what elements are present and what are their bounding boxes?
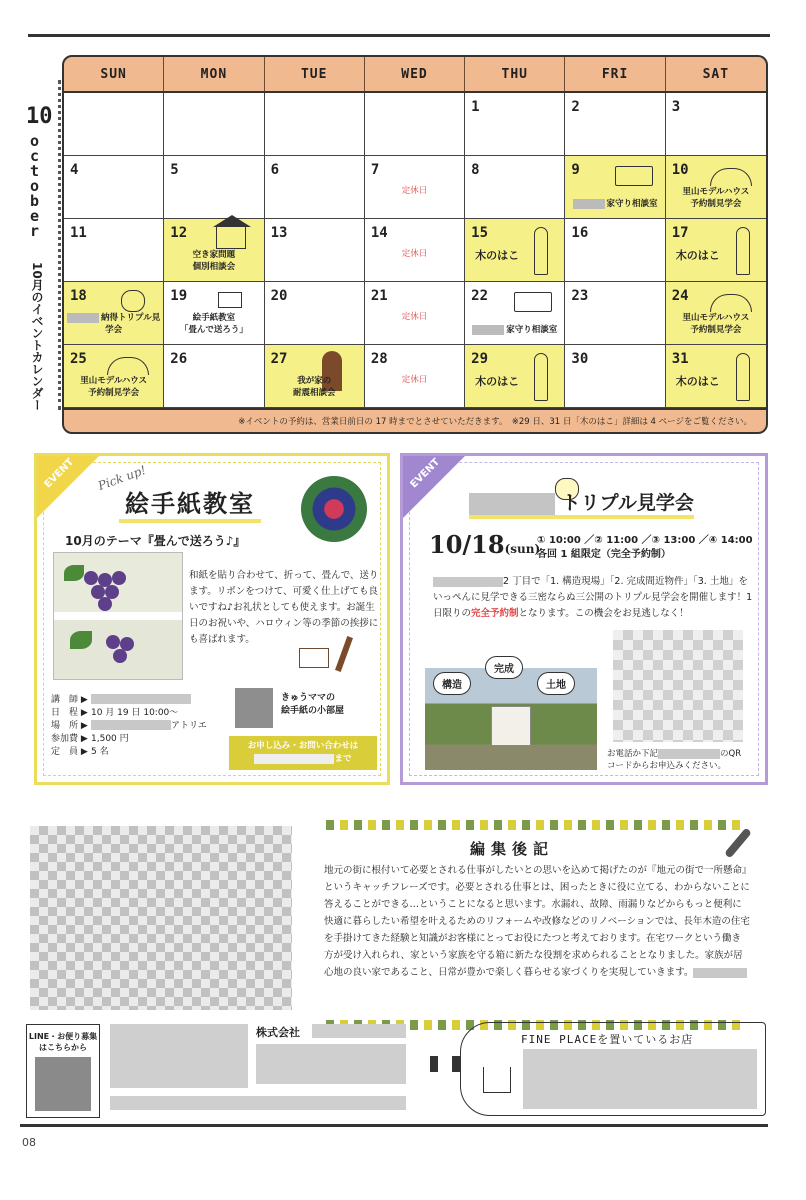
kitchen-icon bbox=[615, 166, 653, 186]
event-title: 絵手紙教室 bbox=[119, 484, 261, 523]
day-17: 17 木のはこ bbox=[666, 219, 766, 282]
qr-code[interactable] bbox=[235, 688, 273, 728]
day-24: 24 里山モデルハウス 予約制見学会 bbox=[666, 282, 766, 345]
event-times: ① 10:00 ／② 11:00 ／③ 13:00 ／④ 14:00 各回 1 組限定（完全予約制） bbox=[537, 535, 753, 560]
day-2: 2 bbox=[565, 93, 665, 156]
event-description: 2 丁目で「1. 構造現場」「2. 完成間近物件」「3. 土地」をいっぺんに見学できる三密ならぬ三公開のトリプル見学会を開催します！1 日限りの完全予約制となります。この機会をお見逃しなく！ bbox=[433, 576, 753, 619]
kinohako-label: 木のはこ bbox=[675, 249, 720, 262]
weekday-sat: SAT bbox=[702, 66, 730, 82]
event-label: 里山モデルハウス 予約制見学会 bbox=[80, 376, 147, 398]
day-21: 21 定休日 bbox=[365, 282, 465, 345]
day-empty bbox=[365, 93, 465, 156]
day-30: 30 bbox=[565, 345, 665, 408]
event-label: 空き家問題 個別相談会 bbox=[192, 250, 236, 272]
day-empty bbox=[164, 93, 264, 156]
kinohako-label: 木のはこ bbox=[475, 249, 520, 262]
line-qr-box bbox=[26, 1024, 100, 1118]
day-20: 20 bbox=[265, 282, 365, 345]
decorative-border bbox=[326, 820, 746, 830]
calendar-month-english: october bbox=[30, 132, 40, 240]
shop-list bbox=[523, 1049, 757, 1109]
event-card-triple-tour bbox=[400, 453, 768, 785]
day-3: 3 bbox=[666, 93, 766, 156]
pickup-label: Pick up! bbox=[96, 462, 148, 494]
day-4: 4 bbox=[64, 156, 164, 219]
event-title: トリプル見学会 bbox=[469, 488, 694, 519]
house-icon bbox=[216, 227, 246, 249]
day-1: 1 bbox=[465, 93, 565, 156]
event-description: 和紙を貼り合わせて、折って、畳んで、送ります。リボンをつけて、可愛く仕上げても良いですね♪お礼状としても使えます。お誕生日のお祝いや、ハロウィン等の季節の挨拶にも喜ばれます。 bbox=[189, 570, 379, 645]
blog-label: きゅうママの 絵手紙の小部屋 bbox=[281, 693, 345, 716]
company-logo bbox=[110, 1024, 248, 1088]
day-15: 15 木のはこ bbox=[465, 219, 565, 282]
calendar-weekday-header bbox=[62, 55, 768, 93]
area-map-image bbox=[30, 826, 292, 1010]
day-16: 16 bbox=[565, 219, 665, 282]
tree-icon bbox=[534, 227, 548, 275]
weekday-thu: THU bbox=[465, 57, 565, 91]
day-31: 31 木のはこ bbox=[666, 345, 766, 408]
day-19: 19 絵手紙教室 「畳んで送ろう」 bbox=[164, 282, 264, 345]
kinohako-label: 木のはこ bbox=[675, 375, 720, 388]
day-12: 12 空き家問題 個別相談会 bbox=[164, 219, 264, 282]
weekday-wed: WED bbox=[365, 57, 465, 91]
event-tag-label: EVENT bbox=[42, 456, 77, 491]
page-number: 08 bbox=[22, 1136, 36, 1149]
event-label: 納得トリプル見学会 bbox=[64, 312, 163, 336]
event-label: 家守り相談室 bbox=[465, 324, 564, 336]
weekday-fri: FRI bbox=[565, 57, 665, 91]
tree-icon bbox=[534, 353, 548, 401]
holiday-label: 定休日 bbox=[401, 312, 428, 322]
day-11: 11 bbox=[64, 219, 164, 282]
day-7: 7 定休日 bbox=[365, 156, 465, 219]
event-card-etegami bbox=[34, 453, 390, 785]
day-13: 13 bbox=[265, 219, 365, 282]
day-18: 18 納得トリプル見学会 bbox=[64, 282, 164, 345]
holiday-label: 定休日 bbox=[401, 249, 428, 259]
day-29: 29 木のはこ bbox=[465, 345, 565, 408]
etegami-sample-photo bbox=[53, 552, 183, 680]
day-10: 10 里山モデルハウス 予約制見学会 bbox=[666, 156, 766, 219]
holiday-label: 定休日 bbox=[401, 186, 428, 196]
day-22: 22 家守り相談室 bbox=[465, 282, 565, 345]
calendar-grid bbox=[62, 93, 768, 408]
day-26: 26 bbox=[164, 345, 264, 408]
top-rule bbox=[28, 34, 770, 37]
editorial-body: 地元の街に根付いて必要とされる仕事がしたいとの思いを込めて掲げたのが『地元の街で一所懸命』というキャッチフレーズです。必要とされる仕事とは、困ったときに役に立てる、わからないことに答えることができる…ということになると思います。水漏れ、故障、雨漏りなどからもっと便利に快適に暮らしたい希望を叶えるためのリフォームや改修などのリノベーションでは、長年木造の住宅を手掛けてきた経験と知識がお客様にとってお役にたつと考えております。在宅ワークという働き方が受け入れられ、家という家族を守る箱に新たな役割を求められることとなりました。家族が居心地の良い家であること、日常が豊かで楽しく暮らせる家づくりを実現していきます。 bbox=[324, 865, 750, 978]
event-calendar bbox=[62, 55, 768, 434]
day-25: 25 里山モデルハウス 予約制見学会 bbox=[64, 345, 164, 408]
envelope-icon bbox=[299, 648, 329, 668]
shop-list-title: FINE PLACEを置いているお店 bbox=[521, 1033, 694, 1046]
editorial-title: 編集後記 bbox=[470, 840, 555, 858]
company-info bbox=[256, 1044, 406, 1084]
bubble-land: 土地 bbox=[537, 672, 575, 695]
bubble-complete: 完成 bbox=[485, 656, 523, 679]
weekday-tue: TUE bbox=[265, 57, 365, 91]
tree-icon bbox=[736, 353, 750, 401]
calendar-month-number: 10 bbox=[26, 104, 53, 129]
event-label: 里山モデルハウス 予約制見学会 bbox=[682, 187, 750, 209]
ribbon-icon bbox=[430, 1056, 460, 1072]
event-date: 10/18(sun) bbox=[429, 530, 541, 559]
weekday-sun: SUN bbox=[64, 57, 164, 91]
cat-icon bbox=[121, 290, 145, 312]
company-info bbox=[312, 1024, 406, 1038]
contact-note: お電話か下記 のQR コードからお申込みください。 bbox=[607, 749, 742, 771]
etegami-artwork-image bbox=[301, 476, 367, 542]
company-name: 株式会社 bbox=[256, 1026, 300, 1039]
day-empty bbox=[64, 93, 164, 156]
hill-icon bbox=[710, 294, 752, 312]
event-tag-label: EVENT bbox=[408, 456, 443, 491]
apply-contact-box: お申し込み・お問い合わせは まで bbox=[229, 736, 377, 770]
weekday-mon: MON bbox=[164, 57, 264, 91]
day-5: 5 bbox=[164, 156, 264, 219]
line-qr-code[interactable] bbox=[35, 1057, 91, 1111]
day-14: 14 定休日 bbox=[365, 219, 465, 282]
quill-pen-icon bbox=[724, 827, 752, 858]
bubble-structure: 構造 bbox=[433, 672, 471, 695]
event-label: 家守り相談室 bbox=[565, 198, 664, 210]
day-9: 9 家守り相談室 bbox=[565, 156, 665, 219]
event-label: 里山モデルハウス 予約制見学会 bbox=[682, 313, 750, 335]
line-label: LINE・お便り募集 はこちらから bbox=[28, 1032, 98, 1052]
day-27: 27 我が家の 耐震相談会 bbox=[265, 345, 365, 408]
day-28: 28 定休日 bbox=[365, 345, 465, 408]
day-6: 6 bbox=[265, 156, 365, 219]
kitchen-icon bbox=[514, 292, 552, 312]
qr-code[interactable] bbox=[613, 630, 743, 742]
holiday-label: 定休日 bbox=[401, 375, 428, 385]
kinohako-label: 木のはこ bbox=[475, 375, 520, 388]
envelope-icon bbox=[218, 292, 242, 308]
calendar-side-title: 10月のイベントカレンダー bbox=[30, 262, 44, 411]
calendar-footer-note: ※イベントの予約は、営業日前日の 17 時までとさせていただきます。 ※29 日、31 日「木のはこ」詳細は 4 ページをご覧ください。 bbox=[62, 408, 768, 434]
event-info-list: 講 師 ▶ 日 程 ▶ 10 月 19 日 10:00～ 場 所 ▶ アトリエ 参加費 ▶ 1,500 円 定 員 ▶ 5 名 bbox=[51, 695, 207, 757]
event-theme: 10月のテーマ『畳んで送ろう♪』 bbox=[65, 534, 246, 548]
hill-icon bbox=[710, 168, 752, 186]
shop-list-tag bbox=[460, 1022, 766, 1116]
day-23: 23 bbox=[565, 282, 665, 345]
company-contact bbox=[110, 1096, 406, 1110]
event-label: 絵手紙教室 「畳んで送ろう」 bbox=[179, 313, 248, 335]
event-label: 我が家の 耐震相談会 bbox=[292, 376, 336, 398]
hill-icon bbox=[107, 357, 149, 375]
day-8: 8 bbox=[465, 156, 565, 219]
day-empty bbox=[265, 93, 365, 156]
bottom-rule bbox=[20, 1124, 768, 1127]
tree-icon bbox=[736, 227, 750, 275]
house-icon bbox=[483, 1067, 511, 1093]
